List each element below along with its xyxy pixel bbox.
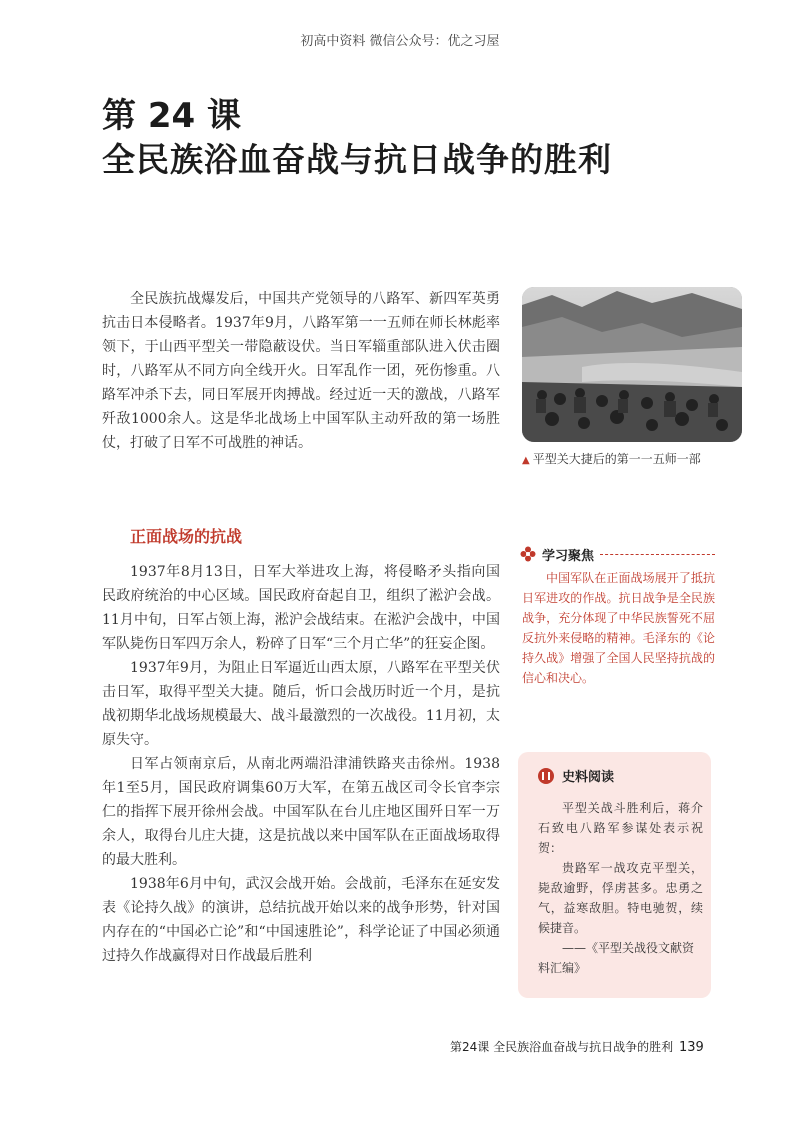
reading-intro: 平型关战斗胜利后，蒋介石致电八路军参谋处表示祝贺： bbox=[538, 801, 703, 855]
body-paragraph: 1938年6月中旬，武汉会战开始。会战前，毛泽东在延安发表《论持久战》的演讲，总结抗战开始以来的战争形势，针对国内存在的“中国必亡论”和“中国速胜论”，科学论证了中国必须通过持久作战赢得对日作战最后胜利 bbox=[102, 876, 500, 964]
study-focus-box bbox=[520, 544, 715, 688]
study-focus-header bbox=[520, 544, 715, 564]
historical-photo bbox=[522, 287, 742, 442]
page-number: 139 bbox=[678, 1040, 704, 1055]
body-paragraph: 1937年8月13日，日军大举进攻上海，将侵略矛头指向国民政府统治的中心区域。国民政府奋起自卫，组织了淞沪会战。11月中旬，日军占领上海，淞沪会战结束。在淞沪会战中，中国军队毙伤日军四万余人，粉碎了日军“三个月亡华”的狂妄企图。 bbox=[102, 564, 500, 652]
source-reading-box bbox=[518, 752, 711, 998]
dashed-divider bbox=[600, 554, 715, 555]
lesson-number: 第 24 课 bbox=[102, 96, 241, 136]
source-reading-title: 史料阅读 bbox=[562, 770, 615, 785]
lesson-title: 全民族浴血奋战与抗日战争的胜利 bbox=[102, 140, 612, 179]
footer-title: 全民族浴血奋战与抗日战争的胜利 bbox=[493, 1040, 674, 1054]
study-focus-text: 中国军队在正面战场展开了抵抗日军进攻的作战。抗日战争是全民族战争，充分体现了中华民族誓死不屈反抗外来侵略的精神。毛泽东的《论持久战》增强了全国人民坚持抗战的信心和决心。 bbox=[522, 571, 715, 685]
flower-icon bbox=[520, 546, 536, 562]
intro-paragraph: 全民族抗战爆发后，中国共产党领导的八路军、新四军英勇抗击日本侵略者。1937年9月，八路军第一一五师在师长林彪率领下，于山西平型关一带隐蔽设伏。当日军辎重部队进入伏击圈时，八路军从不同方向全线开火。日军乱作一团，死伤惨重。八路军冲杀下去，同日军展开肉搏战。经过近一天的激战，八路军歼敌1000余人。这是华北战场上中国军队主动歼敌的第一场胜仗，打破了日军不可战胜的神话。 bbox=[102, 291, 500, 451]
photo-caption-text: 平型关大捷后的第一一五师一部 bbox=[532, 452, 701, 466]
source-reading-header bbox=[538, 766, 614, 785]
page-footer bbox=[450, 1038, 710, 1055]
footer-lesson-label: 第24课 bbox=[450, 1040, 490, 1054]
study-focus-title: 学习聚焦 bbox=[542, 548, 595, 564]
section-heading: 正面战场的抗战 bbox=[130, 527, 243, 546]
reading-quote: 贵路军一战攻克平型关，毙敌逾野，俘虏甚多。忠勇之气，益寒敌胆。特电驰贺，续候捷音。 bbox=[538, 861, 703, 935]
book-icon bbox=[538, 768, 554, 784]
watermark-header: 初高中资料 微信公众号：优之习屋 bbox=[300, 34, 500, 49]
photo-illustration bbox=[522, 287, 742, 442]
photo-caption bbox=[522, 450, 752, 467]
body-paragraph: 1937年9月，为阻止日军逼近山西太原，八路军在平型关伏击日军，取得平型关大捷。随后，忻口会战历时近一个月，是抗战初期华北战场规模最大、战斗最激烈的一次战役。11月初，太原失守。 bbox=[102, 660, 500, 748]
section-body bbox=[102, 560, 500, 968]
body-paragraph: 日军占领南京后，从南北两端沿津浦铁路夹击徐州。1938年1至5月，国民政府调集60万大军，在第五战区司令长官李宗仁的指挥下展开徐州会战。中国军队在台儿庄地区围歼日军一万余人，取得台儿庄大捷，这是抗战以来中国军队在正面战场取得的最大胜利。 bbox=[102, 756, 500, 868]
reading-source: ——《平型关战役文献资料汇编》 bbox=[538, 941, 695, 975]
triangle-marker-icon: ▲ bbox=[522, 455, 530, 466]
source-reading-text bbox=[538, 798, 703, 978]
